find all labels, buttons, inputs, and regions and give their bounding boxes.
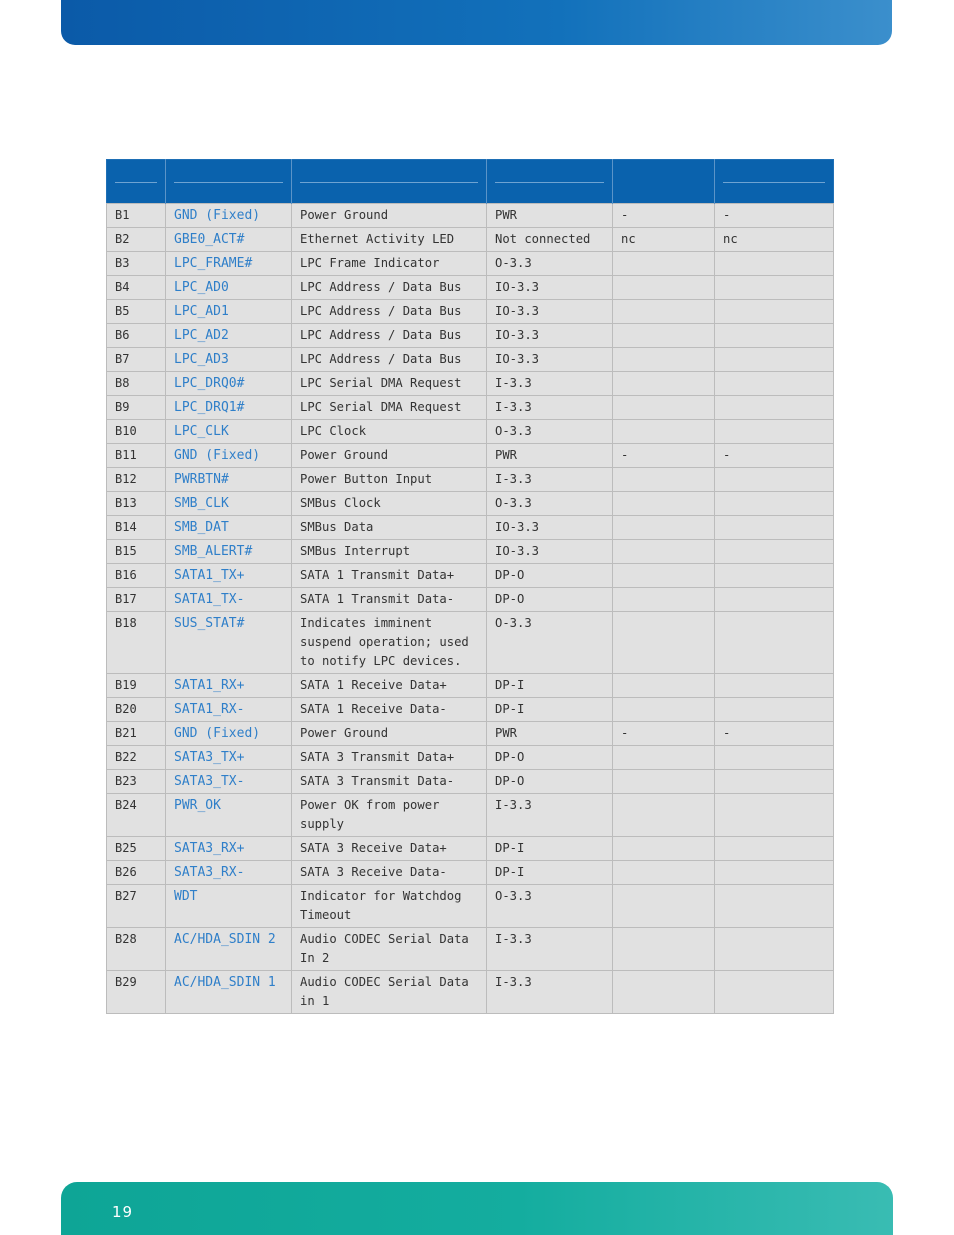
cell-col6 (715, 324, 834, 348)
cell-col5 (613, 674, 715, 698)
cell-type: IO-3.3 (487, 324, 613, 348)
cell-signal: GND (Fixed) (166, 444, 292, 468)
cell-type: DP-I (487, 698, 613, 722)
cell-description: Power Ground (292, 722, 487, 746)
cell-signal: PWR_OK (166, 794, 292, 837)
cell-signal: PWRBTN# (166, 468, 292, 492)
cell-type: O-3.3 (487, 420, 613, 444)
cell-pin: B10 (107, 420, 166, 444)
cell-col6 (715, 770, 834, 794)
cell-col5 (613, 770, 715, 794)
cell-col6 (715, 564, 834, 588)
cell-col6: nc (715, 228, 834, 252)
table-row (107, 324, 834, 348)
cell-col5 (613, 612, 715, 674)
table-row (107, 837, 834, 861)
cell-col6 (715, 928, 834, 971)
cell-col5 (613, 588, 715, 612)
cell-type: DP-O (487, 770, 613, 794)
cell-signal: SMB_ALERT# (166, 540, 292, 564)
header-cell-col6 (715, 160, 834, 204)
cell-col5 (613, 276, 715, 300)
cell-col6 (715, 420, 834, 444)
cell-pin: B13 (107, 492, 166, 516)
cell-col5 (613, 372, 715, 396)
cell-description: LPC Frame Indicator (292, 252, 487, 276)
table-row (107, 722, 834, 746)
table-row (107, 372, 834, 396)
footer-band (61, 1182, 893, 1235)
cell-signal: AC/HDA_SDIN 1 (166, 971, 292, 1014)
cell-description: SATA 3 Transmit Data- (292, 770, 487, 794)
cell-signal: WDT (166, 885, 292, 928)
cell-description: Indicates imminent suspend operation; used to notify LPC devices. (292, 612, 487, 674)
cell-signal: LPC_AD0 (166, 276, 292, 300)
table-row (107, 252, 834, 276)
cell-col6 (715, 540, 834, 564)
cell-type: IO-3.3 (487, 300, 613, 324)
cell-col6 (715, 300, 834, 324)
cell-col5 (613, 420, 715, 444)
cell-col5 (613, 324, 715, 348)
cell-signal: SATA1_RX- (166, 698, 292, 722)
cell-col5 (613, 468, 715, 492)
cell-col5 (613, 492, 715, 516)
cell-col5 (613, 564, 715, 588)
header-cell-description (292, 160, 487, 204)
cell-type: DP-O (487, 564, 613, 588)
cell-col5 (613, 540, 715, 564)
cell-col5 (613, 861, 715, 885)
cell-col5: - (613, 204, 715, 228)
table-row (107, 444, 834, 468)
cell-pin: B25 (107, 837, 166, 861)
cell-type: I-3.3 (487, 396, 613, 420)
cell-signal: SATA3_RX- (166, 861, 292, 885)
table-row (107, 746, 834, 770)
cell-col5 (613, 746, 715, 770)
cell-signal: SMB_DAT (166, 516, 292, 540)
cell-description: SATA 1 Transmit Data+ (292, 564, 487, 588)
cell-col6 (715, 276, 834, 300)
cell-pin: B7 (107, 348, 166, 372)
cell-description: Ethernet Activity LED (292, 228, 487, 252)
cell-col5 (613, 794, 715, 837)
cell-col6 (715, 516, 834, 540)
cell-col6 (715, 837, 834, 861)
cell-col5 (613, 928, 715, 971)
cell-type: IO-3.3 (487, 348, 613, 372)
cell-pin: B24 (107, 794, 166, 837)
cell-signal: LPC_AD1 (166, 300, 292, 324)
table-row (107, 612, 834, 674)
cell-pin: B11 (107, 444, 166, 468)
cell-col6 (715, 492, 834, 516)
cell-col6 (715, 674, 834, 698)
cell-description: LPC Address / Data Bus (292, 300, 487, 324)
cell-description: LPC Address / Data Bus (292, 276, 487, 300)
cell-signal: SMB_CLK (166, 492, 292, 516)
table-row (107, 698, 834, 722)
cell-signal: SATA1_TX+ (166, 564, 292, 588)
table-row (107, 396, 834, 420)
cell-pin: B6 (107, 324, 166, 348)
table-row (107, 420, 834, 444)
cell-col6 (715, 746, 834, 770)
cell-description: Power OK from power supply (292, 794, 487, 837)
cell-pin: B16 (107, 564, 166, 588)
cell-signal: LPC_DRQ0# (166, 372, 292, 396)
cell-pin: B19 (107, 674, 166, 698)
header-band (61, 0, 892, 45)
cell-col5 (613, 516, 715, 540)
cell-col5 (613, 252, 715, 276)
cell-signal: GND (Fixed) (166, 722, 292, 746)
table-row (107, 468, 834, 492)
cell-type: DP-O (487, 588, 613, 612)
cell-pin: B21 (107, 722, 166, 746)
cell-signal: SATA3_TX- (166, 770, 292, 794)
table-row (107, 674, 834, 698)
cell-col6 (715, 372, 834, 396)
cell-col6 (715, 612, 834, 674)
cell-description: SATA 1 Receive Data- (292, 698, 487, 722)
cell-description: Power Ground (292, 204, 487, 228)
cell-pin: B8 (107, 372, 166, 396)
cell-signal: SATA3_TX+ (166, 746, 292, 770)
table-row (107, 971, 834, 1014)
cell-description: LPC Serial DMA Request (292, 396, 487, 420)
table-row (107, 885, 834, 928)
cell-type: I-3.3 (487, 928, 613, 971)
cell-pin: B3 (107, 252, 166, 276)
cell-col5 (613, 300, 715, 324)
cell-signal: SATA1_RX+ (166, 674, 292, 698)
cell-col6 (715, 468, 834, 492)
cell-col5 (613, 971, 715, 1014)
cell-signal: LPC_AD3 (166, 348, 292, 372)
cell-description: Audio CODEC Serial Data in 1 (292, 971, 487, 1014)
cell-signal: LPC_CLK (166, 420, 292, 444)
cell-pin: B23 (107, 770, 166, 794)
cell-col5 (613, 885, 715, 928)
cell-description: SATA 1 Receive Data+ (292, 674, 487, 698)
cell-pin: B27 (107, 885, 166, 928)
cell-type: PWR (487, 722, 613, 746)
cell-description: SATA 3 Receive Data- (292, 861, 487, 885)
table-row (107, 794, 834, 837)
table-row (107, 861, 834, 885)
cell-signal: SATA1_TX- (166, 588, 292, 612)
cell-pin: B1 (107, 204, 166, 228)
table-row (107, 540, 834, 564)
cell-type: DP-O (487, 746, 613, 770)
cell-pin: B20 (107, 698, 166, 722)
cell-col6 (715, 885, 834, 928)
cell-description: Indicator for Watchdog Timeout (292, 885, 487, 928)
cell-pin: B26 (107, 861, 166, 885)
cell-description: SATA 3 Transmit Data+ (292, 746, 487, 770)
table-row (107, 300, 834, 324)
cell-type: PWR (487, 444, 613, 468)
cell-pin: B22 (107, 746, 166, 770)
cell-type: DP-I (487, 837, 613, 861)
cell-col5 (613, 837, 715, 861)
cell-col6: - (715, 722, 834, 746)
cell-type: O-3.3 (487, 492, 613, 516)
cell-type: IO-3.3 (487, 276, 613, 300)
cell-col6: - (715, 444, 834, 468)
table-row (107, 348, 834, 372)
header-cell-type (487, 160, 613, 204)
table-row (107, 516, 834, 540)
cell-pin: B2 (107, 228, 166, 252)
cell-type: IO-3.3 (487, 516, 613, 540)
cell-signal: LPC_AD2 (166, 324, 292, 348)
cell-col5: nc (613, 228, 715, 252)
cell-type: PWR (487, 204, 613, 228)
cell-type: Not connected (487, 228, 613, 252)
table-header (107, 160, 834, 204)
table-row (107, 204, 834, 228)
cell-col6: - (715, 204, 834, 228)
cell-col6 (715, 588, 834, 612)
table-row (107, 276, 834, 300)
page-number: 19 (112, 1203, 134, 1221)
cell-type: I-3.3 (487, 468, 613, 492)
cell-description: LPC Address / Data Bus (292, 348, 487, 372)
cell-col5 (613, 396, 715, 420)
cell-pin: B9 (107, 396, 166, 420)
cell-col5 (613, 348, 715, 372)
cell-col6 (715, 698, 834, 722)
cell-col6 (715, 348, 834, 372)
cell-signal: GND (Fixed) (166, 204, 292, 228)
cell-description: SMBus Interrupt (292, 540, 487, 564)
cell-type: I-3.3 (487, 372, 613, 396)
cell-pin: B18 (107, 612, 166, 674)
header-cell-col5 (613, 160, 715, 204)
cell-type: O-3.3 (487, 252, 613, 276)
cell-signal: LPC_FRAME# (166, 252, 292, 276)
cell-pin: B12 (107, 468, 166, 492)
table-row (107, 564, 834, 588)
cell-type: IO-3.3 (487, 540, 613, 564)
cell-description: LPC Address / Data Bus (292, 324, 487, 348)
cell-type: I-3.3 (487, 794, 613, 837)
cell-signal: SUS_STAT# (166, 612, 292, 674)
cell-pin: B28 (107, 928, 166, 971)
cell-type: DP-I (487, 861, 613, 885)
cell-type: O-3.3 (487, 885, 613, 928)
cell-description: Power Button Input (292, 468, 487, 492)
table-row (107, 492, 834, 516)
cell-col6 (715, 794, 834, 837)
table-body (107, 204, 834, 1014)
cell-description: LPC Clock (292, 420, 487, 444)
cell-description: Audio CODEC Serial Data In 2 (292, 928, 487, 971)
cell-col5: - (613, 722, 715, 746)
cell-signal: LPC_DRQ1# (166, 396, 292, 420)
cell-col5: - (613, 444, 715, 468)
cell-type: I-3.3 (487, 971, 613, 1014)
cell-pin: B15 (107, 540, 166, 564)
cell-signal: SATA3_RX+ (166, 837, 292, 861)
cell-description: Power Ground (292, 444, 487, 468)
table-row (107, 228, 834, 252)
header-cell-signal (166, 160, 292, 204)
table-row (107, 770, 834, 794)
cell-col6 (715, 971, 834, 1014)
cell-description: SATA 1 Transmit Data- (292, 588, 487, 612)
cell-pin: B29 (107, 971, 166, 1014)
table-row (107, 588, 834, 612)
cell-signal: GBE0_ACT# (166, 228, 292, 252)
cell-col6 (715, 861, 834, 885)
cell-pin: B5 (107, 300, 166, 324)
cell-type: DP-I (487, 674, 613, 698)
pinout-table (106, 159, 834, 1014)
cell-pin: B17 (107, 588, 166, 612)
cell-pin: B4 (107, 276, 166, 300)
cell-pin: B14 (107, 516, 166, 540)
cell-description: LPC Serial DMA Request (292, 372, 487, 396)
cell-col6 (715, 396, 834, 420)
table-row (107, 928, 834, 971)
cell-col6 (715, 252, 834, 276)
cell-description: SATA 3 Receive Data+ (292, 837, 487, 861)
header-cell-pin (107, 160, 166, 204)
cell-type: O-3.3 (487, 612, 613, 674)
cell-col5 (613, 698, 715, 722)
cell-description: SMBus Clock (292, 492, 487, 516)
cell-signal: AC/HDA_SDIN 2 (166, 928, 292, 971)
cell-description: SMBus Data (292, 516, 487, 540)
